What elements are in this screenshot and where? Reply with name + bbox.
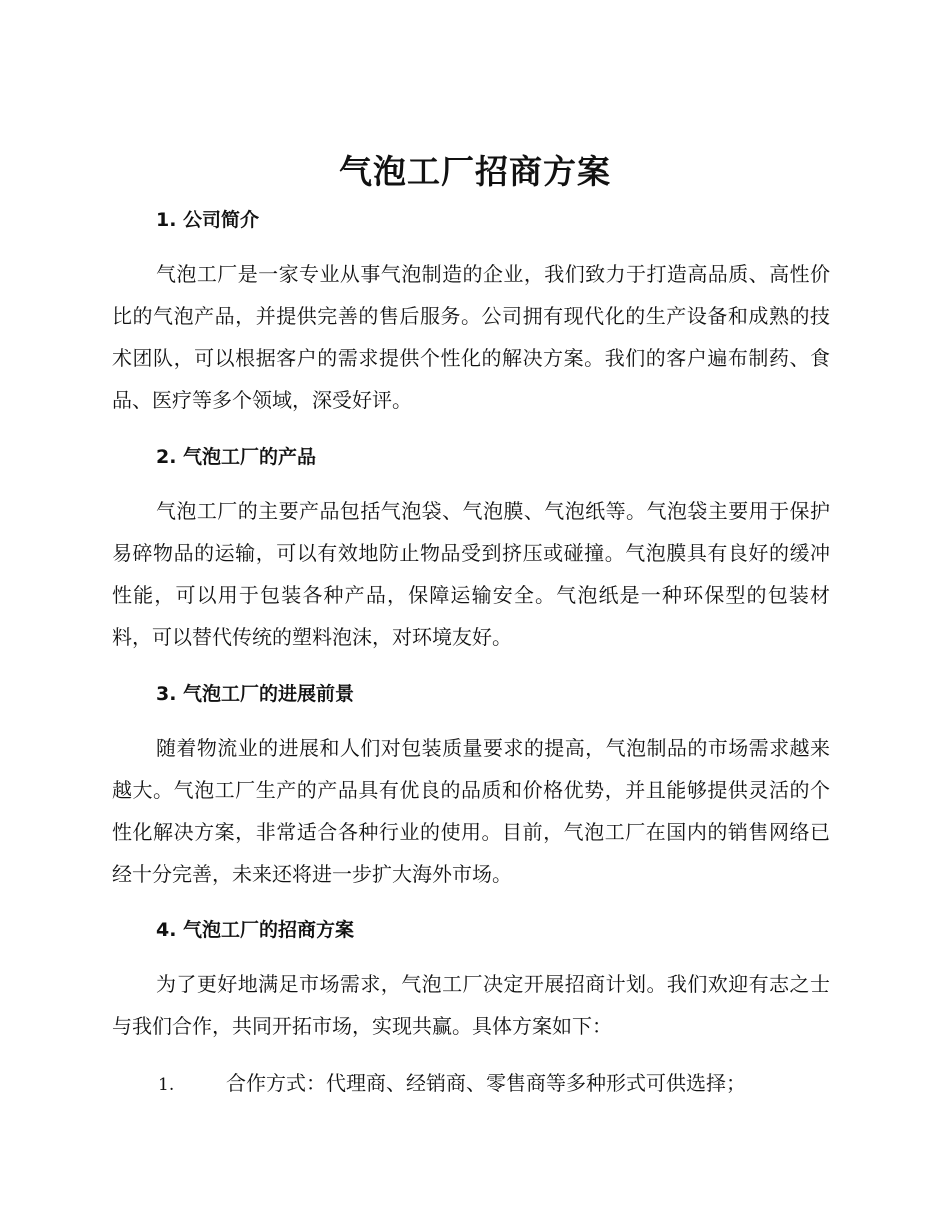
section-body-prospects: 随着物流业的进展和人们对包装质量要求的提高，气泡制品的市场需求越来越大。气泡工厂生产的产品具有优良的品质和价格优势，并且能够提供灵活的个性化解决方案，非常适合各种行业的使用。目前，气泡工厂在国内的销售网络已经十分完善，未来还将进一步扩大海外市场。 bbox=[112, 736, 830, 886]
list-item bbox=[158, 1066, 838, 1102]
section-body-company-intro: 气泡工厂是一家专业从事气泡制造的企业，我们致力于打造高品质、高性价比的气泡产品，并提供完善的售后服务。公司拥有现代化的生产设备和成熟的技术团队，可以根据客户的需求提供个性化的解决方案。我们的客户遍布制药、食品、医疗等多个领域，深受好评。 bbox=[112, 262, 830, 412]
section-heading-products: 2. 气泡工厂的产品 bbox=[156, 446, 317, 468]
document-title: 气泡工厂招商方案 bbox=[339, 152, 611, 191]
section-heading-investment-plan: 4. 气泡工厂的招商方案 bbox=[156, 919, 355, 941]
section-body-investment-plan: 为了更好地满足市场需求，气泡工厂决定开展招商计划。我们欢迎有志之士与我们合作，共同开拓市场，实现共赢。具体方案如下： bbox=[112, 972, 830, 1038]
list-item-number: 1. bbox=[158, 1075, 175, 1095]
section-heading-company-intro: 1. 公司简介 bbox=[156, 209, 260, 231]
list-item-text: 合作方式：代理商、经销商、零售商等多种形式可供选择； bbox=[226, 1071, 746, 1095]
section-heading-prospects: 3. 气泡工厂的进展前景 bbox=[156, 683, 355, 705]
section-body-products: 气泡工厂的主要产品包括气泡袋、气泡膜、气泡纸等。气泡袋主要用于保护易碎物品的运输，可以有效地防止物品受到挤压或碰撞。气泡膜具有良好的缓冲性能，可以用于包装各种产品，保障运输安全。气泡纸是一种环保型的包装材料，可以替代传统的塑料泡沫，对环境友好。 bbox=[112, 499, 830, 649]
